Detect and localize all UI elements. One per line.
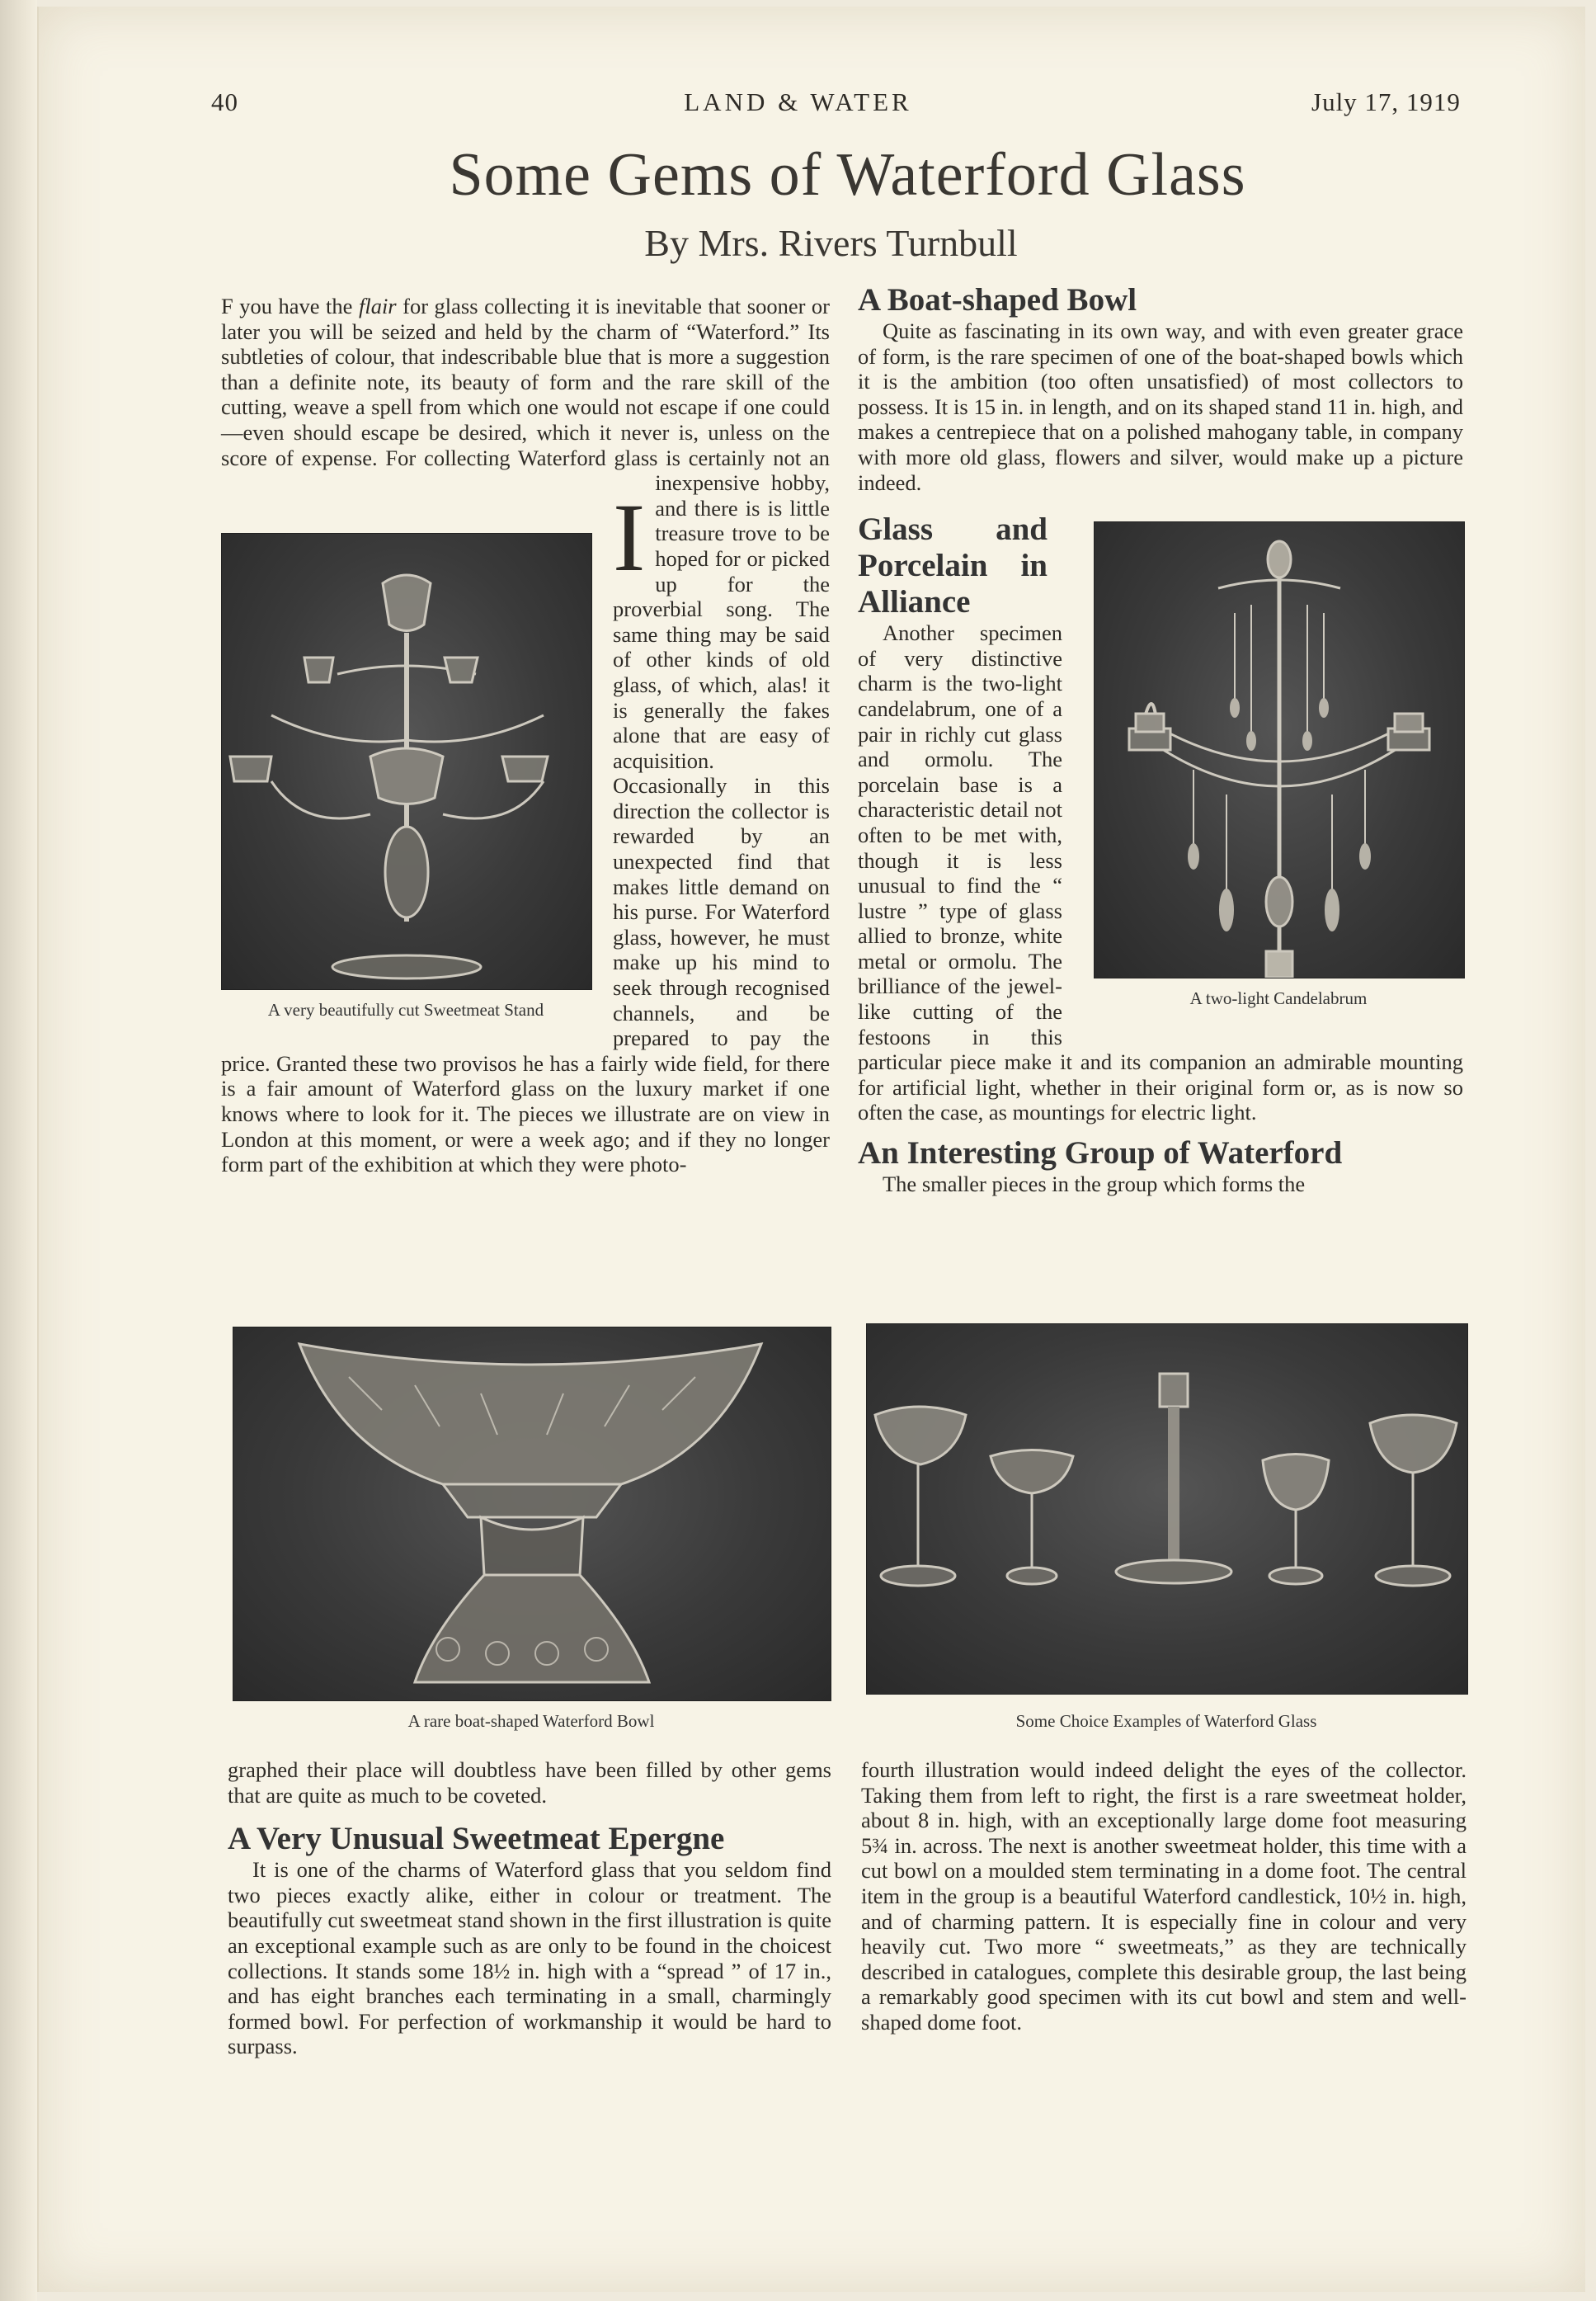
article-byline: By Mrs. Rivers Turnbull bbox=[644, 222, 1018, 264]
candelabrum-photo-wrap-space bbox=[1062, 521, 1463, 1033]
group-paragraph-continuation: fourth illustration would indeed delight the eyes of the collector. Taking them from left to right, the first is a rare sweetmeat holder, about 8 in. high, with an exceptionally large dome foot measuring 5¾ in. across. The next is another sweetmeat holder, this time with a cut bowl on a moulded stem terminating in a dome foot. The central item in the group is a beautiful Waterford candlestick, 10½ in. high, and of charming pattern. It is especially fine in colour and very heavily cut. Two more “ sweetmeats,” as they are technically described in catalogues, complete this desirable group, the last being a remarkably good specimen with its cut bowl and stem and well-shaped dome foot. bbox=[861, 1757, 1467, 2035]
porcelain-paragraph: Another specimen of very distinctive charm is the two-light candelabrum, one of a pair in richly cut glass and ormolu. The porcelain base is a characteristic detail not often to be met with, though it is less unusual to find the “ lustre ” type of glass allied to bronze, white metal or ormolu. The brilliance of the jewel-like cutting of the festoons in this particular piece make it and its companion an admirable mounting for artificial light, whether in their original form or, as is now so often the case, as mountings for electric light. bbox=[858, 620, 1463, 1125]
right-text-column bbox=[858, 282, 1463, 1302]
issue-date: July 17, 1919 bbox=[1311, 87, 1461, 116]
article-title: Some Gems of Waterford Glass bbox=[449, 141, 1246, 209]
intro-text-b: for glass collecting it is inevitable that sooner or later you will be seized and held by the charm of “Waterford.” Its subtleties of colour, that indescribable blue that is more a suggestion than a definite note, its beauty of form and the rare skill of the cutting, weave a spell from which one would not escape if one could—even should escape be desired, which it never is, unless on the score of expense. For collecting Waterford glass is certainly not an inexpensive hobby, and there is is little treasure trove to be hoped for or picked up for the proverbial song. The same thing may be said of other kinds of old glass, of which, alas! it is generally the fakes alone that are easy of acquisition. Occasionally in this direction the collector is rewarded by an unexpected find that makes little demand on his purse. For Waterford glass, however, he must make up his mind to seek through recognised channels, and be prepared to pay the price. Granted these two provisos he has a fairly wide field, for there is a fair amount of Waterford glass on the luxury market if one knows where to look for it. The pieces we illustrate are on view in London at this moment, or were a week ago; and if they no longer form part of the exhibition at which they were photo- bbox=[221, 294, 831, 1177]
heading-boat-shaped-bowl: A Boat-shaped Bowl bbox=[858, 282, 1137, 318]
boat-bowl-photo bbox=[233, 1327, 831, 1701]
intro-text-flair: flair bbox=[358, 294, 397, 318]
boat-bowl-illustration bbox=[233, 1327, 831, 1700]
drop-cap: I bbox=[613, 483, 646, 592]
bowl-paragraph: Quite as fascinating in its own way, and with even greater grace of form, is the rare specimen of one of the boat-shaped bowls which it is the ambition (too often unsatisfied) of most collectors to possess. It is 15 in. in length, and on its shaped stand 11 in. high, and makes a centrepiece that on a polished mahogany table, in company with more old glass, flowers and silver, would make up a picture indeed. bbox=[858, 318, 1463, 495]
sweetmeat-stand-caption: A very beautifully cut Sweetmeat Stand bbox=[267, 1000, 544, 1020]
intro-text-column bbox=[221, 294, 830, 1300]
publication-name: LAND & WATER bbox=[684, 87, 912, 116]
intro-text-a: F you have the bbox=[221, 294, 359, 318]
group-paragraph-start: The smaller pieces in the group which forms the bbox=[883, 1172, 1306, 1197]
sweetmeat-photo-wrap-space bbox=[221, 495, 613, 1028]
page-binding-edge bbox=[0, 0, 37, 2301]
glass-group-illustration bbox=[867, 1324, 1467, 1694]
heading-glass-porcelain: Glass and Porcelain in Alliance bbox=[858, 512, 1048, 620]
lower-right-column bbox=[861, 1757, 1467, 2035]
epergne-paragraph: It is one of the charms of Waterford glass that you seldom find two pieces exactly alike, either in colour or treatment. The beautifully cut sweetmeat stand shown in the first illustration is quite an exceptional example such as are only to be found in the choicest collections. It stands some 18½ in. high with a “spread ” of 17 in., and has eight branches each terminating in a small, charmingly formed bowl. For perfection of workmanship it would be hard to surpass. bbox=[228, 1857, 831, 2059]
heading-interesting-group: An Interesting Group of Waterford bbox=[858, 1135, 1343, 1172]
candelabrum-caption: A two-light Candelabrum bbox=[1189, 988, 1368, 1008]
group-photo bbox=[866, 1323, 1468, 1695]
intro-continuation: graphed their place will doubtless have been filled by other gems that are quite as much to be coveted. bbox=[228, 1757, 831, 1808]
lower-left-column bbox=[228, 1757, 831, 2059]
boat-bowl-caption: A rare boat-shaped Waterford Bowl bbox=[407, 1711, 655, 1731]
heading-sweetmeat-epergne: A Very Unusual Sweetmeat Epergne bbox=[228, 1821, 725, 1857]
group-caption: Some Choice Examples of Waterford Glass bbox=[1015, 1711, 1317, 1731]
page-number: 40 bbox=[211, 87, 238, 116]
